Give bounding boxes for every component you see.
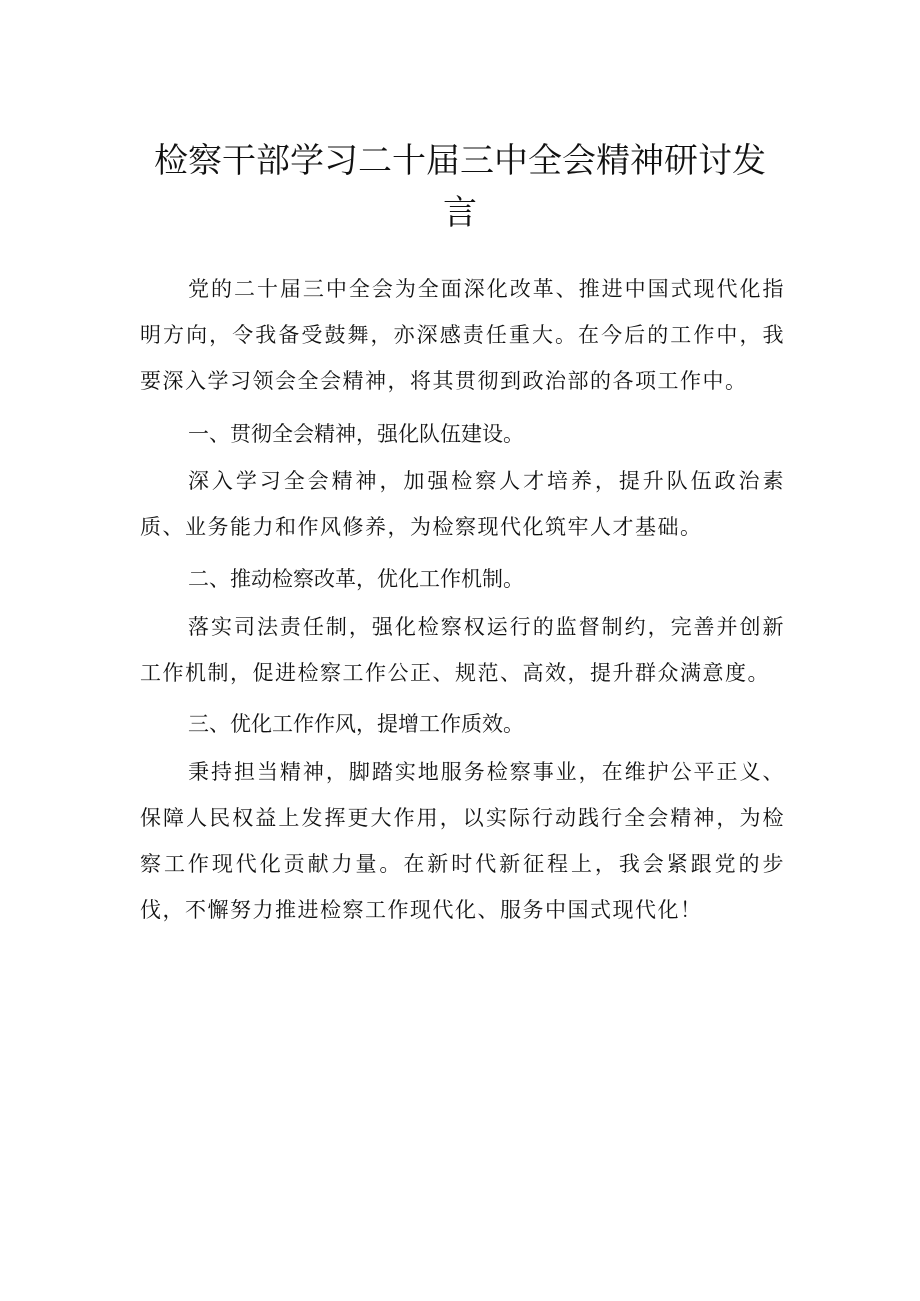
section-heading-2: 二、推动检察改革，优化工作机制。	[188, 567, 524, 591]
title-line-2: 言	[443, 193, 477, 233]
title-line-1: 检察干部学习二十届三中全会精神研讨发	[154, 141, 766, 181]
section-body-1: 深入学习全会精神，加强检察人才培养，提升队伍政治素质、业务能力和作风修养，为检察现代化筑牢人才基础。	[140, 469, 785, 539]
section-heading-3: 三、优化工作作风，提增工作质效。	[188, 712, 524, 736]
section-body-2: 落实司法责任制，强化检察权运行的监督制约，完善并创新工作机制，促进检察工作公正、规范、高效，提升群众满意度。	[140, 615, 785, 685]
document-title	[140, 135, 780, 239]
intro-paragraph: 党的二十届三中全会为全面深化改革、推进中国式现代化指明方向，令我备受鼓舞，亦深感责任重大。在今后的工作中，我要深入学习领会全会精神，将其贯彻到政治部的各项工作中。	[140, 277, 785, 393]
section-heading-1: 一、贯彻全会精神，强化队伍建设。	[188, 422, 524, 446]
section-body-3: 秉持担当精神，脚踏实地服务检察事业，在维护公平正义、保障人民权益上发挥更大作用，以实际行动践行全会精神，为检察工作现代化贡献力量。在新时代新征程上，我会紧跟党的步伐，不懈努力推进检察工作现代化、服务中国式现代化！	[140, 760, 785, 922]
